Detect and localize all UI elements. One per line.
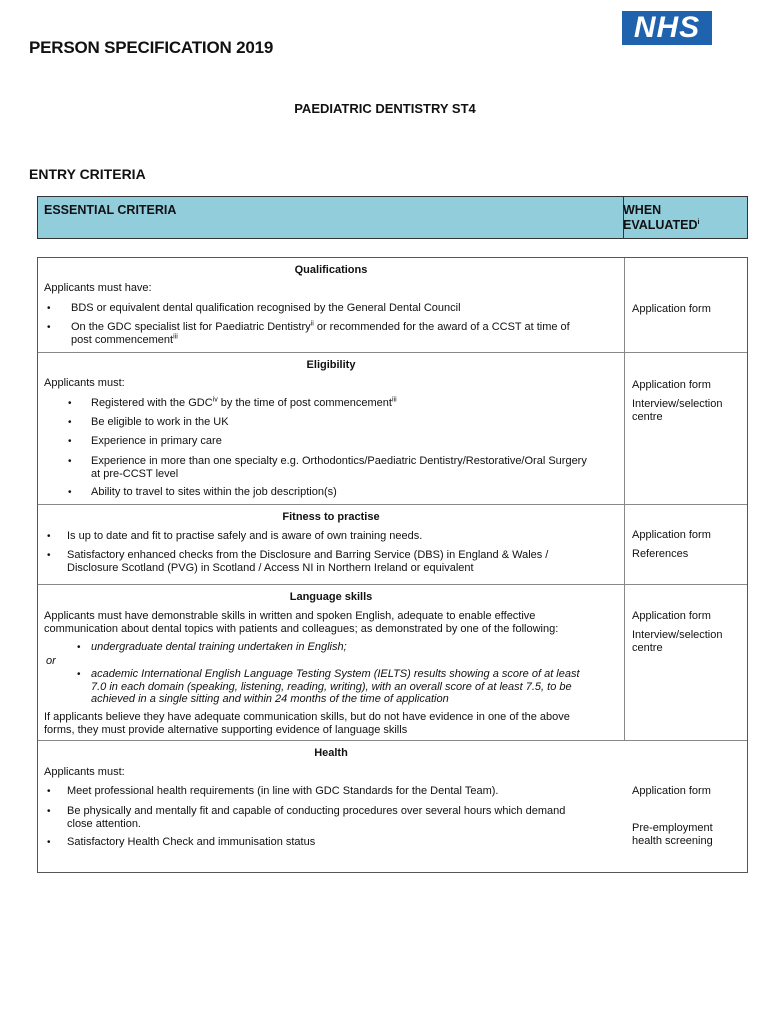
nhs-logo: NHS (622, 11, 712, 45)
bullet-icon: • (47, 303, 51, 314)
row-divider (38, 740, 747, 741)
eligibility-item-5: Ability to travel to sites within the job description(s) (91, 486, 337, 498)
eligibility-item-3: Experience in primary care (91, 435, 222, 447)
fitness-title: Fitness to practise (282, 511, 380, 523)
bullet-icon: • (68, 436, 72, 447)
bullet-icon: • (47, 837, 51, 848)
eligibility-item-4-cont: at pre-CCST level (91, 468, 179, 480)
bullet-icon: • (68, 456, 72, 467)
section-heading: ENTRY CRITERIA (29, 166, 146, 182)
essential-criteria-heading: ESSENTIAL CRITERIA (44, 203, 177, 217)
eligibility-title: Eligibility (306, 359, 356, 371)
when-evaluated-line2: EVALUATED (623, 218, 698, 232)
document-subtitle: PAEDIATRIC DENTISTRY ST4 (294, 101, 476, 116)
health-when-2: Pre-employment (632, 822, 713, 834)
language-when-2: Interview/selection (632, 629, 723, 641)
eligibility-item-1: Registered with the GDC$^{iv}$ by the time of post commencement$^{iii}$ (91, 396, 397, 409)
health-when-1: Application form (632, 785, 711, 797)
fitness-item-2: Satisfactory enhanced checks from the Disclosure and Barring Service (DBS) in England & Wales / (67, 549, 549, 561)
when-evaluated-line1: WHEN (623, 203, 662, 217)
health-item-1: Meet professional health requirements (in line with GDC Standards for the Dental Team). (67, 785, 499, 797)
qualifications-item-1: BDS or equivalent dental qualification recognised by the General Dental Council (71, 302, 461, 314)
bullet-icon: • (68, 417, 72, 428)
qualifications-intro: Applicants must have: (44, 282, 152, 294)
when-evaluated-heading (623, 203, 747, 240)
language-when-2-cont: centre (632, 642, 663, 654)
column-divider (624, 258, 625, 740)
language-note: If applicants believe they have adequate communication skills, but do not have evidence in one of the above (44, 711, 570, 723)
health-title: Health (314, 747, 348, 759)
language-intro-cont: communication about dental topics with patients and colleagues; as demonstrated by one of the following: (44, 623, 559, 635)
language-item-2-cont1: 7.0 in each domain (speaking, listening, reading, writing), with an overall score of at least 7.5, to be (91, 681, 572, 693)
language-note-cont: forms, they must provide alternative supporting evidence of language skills (44, 724, 408, 736)
criteria-table (37, 257, 748, 873)
qualifications-item-2: On the GDC specialist list for Paediatric Dentistry$^{ii}$ or recommended for the award of a CCST at time of (71, 320, 570, 333)
language-or: or (46, 655, 56, 667)
language-item-2-cont2: achieved in a single sitting and within 24 months of the time of application (91, 693, 449, 705)
footnote-ref: i (697, 218, 700, 226)
health-item-2: Be physically and mentally fit and capable of conducting procedures over several hours which demand (67, 805, 566, 817)
language-item-1: undergraduate dental training undertaken in English; (91, 641, 347, 653)
health-when-2-cont: health screening (632, 835, 713, 847)
eligibility-when-1: Application form (632, 379, 711, 391)
qualifications-title: Qualifications (294, 264, 368, 276)
eligibility-when-2-cont: centre (632, 411, 663, 423)
eligibility-item-2: Be eligible to work in the UK (91, 416, 229, 428)
bullet-icon: • (68, 487, 72, 498)
language-item-2: academic International English Language Testing System (IELTS) results showing a score of at least (91, 668, 580, 680)
fitness-when-2: References (632, 548, 689, 560)
bullet-icon: • (68, 398, 72, 409)
qualifications-when: Application form (632, 303, 711, 315)
eligibility-intro: Applicants must: (44, 377, 125, 389)
fitness-item-2-cont: Disclosure Scotland (PVG) in Scotland / Access NI in Northern Ireland or equivalent (67, 562, 474, 574)
language-when-1: Application form (632, 610, 711, 622)
fitness-when-1: Application form (632, 529, 711, 541)
health-item-3: Satisfactory Health Check and immunisation status (67, 836, 316, 848)
bullet-icon: • (47, 531, 51, 542)
qualifications-item-2-cont: post commencement$^{iii}$ (71, 333, 178, 346)
health-item-2-cont: close attention. (67, 818, 141, 830)
bullet-icon: • (77, 642, 81, 653)
bullet-icon: • (47, 786, 51, 797)
language-title: Language skills (289, 591, 373, 603)
bullet-icon: • (47, 550, 51, 561)
eligibility-item-4: Experience in more than one specialty e.g. Orthodontics/Paediatric Dentistry/Restorative/Oral Surgery (91, 455, 587, 467)
bullet-icon: • (47, 322, 51, 333)
bullet-icon: • (77, 669, 81, 680)
row-divider (38, 584, 747, 585)
health-intro: Applicants must: (44, 766, 125, 778)
row-divider (38, 504, 747, 505)
row-divider (38, 352, 747, 353)
bullet-icon: • (47, 806, 51, 817)
fitness-item-1: Is up to date and fit to practise safely and is aware of own training needs. (67, 530, 423, 542)
page-title: PERSON SPECIFICATION 2019 (29, 38, 274, 57)
language-intro: Applicants must have demonstrable skills in written and spoken English, adequate to enable effective (44, 610, 536, 622)
eligibility-when-2: Interview/selection (632, 398, 723, 410)
criteria-header-table (37, 196, 748, 239)
